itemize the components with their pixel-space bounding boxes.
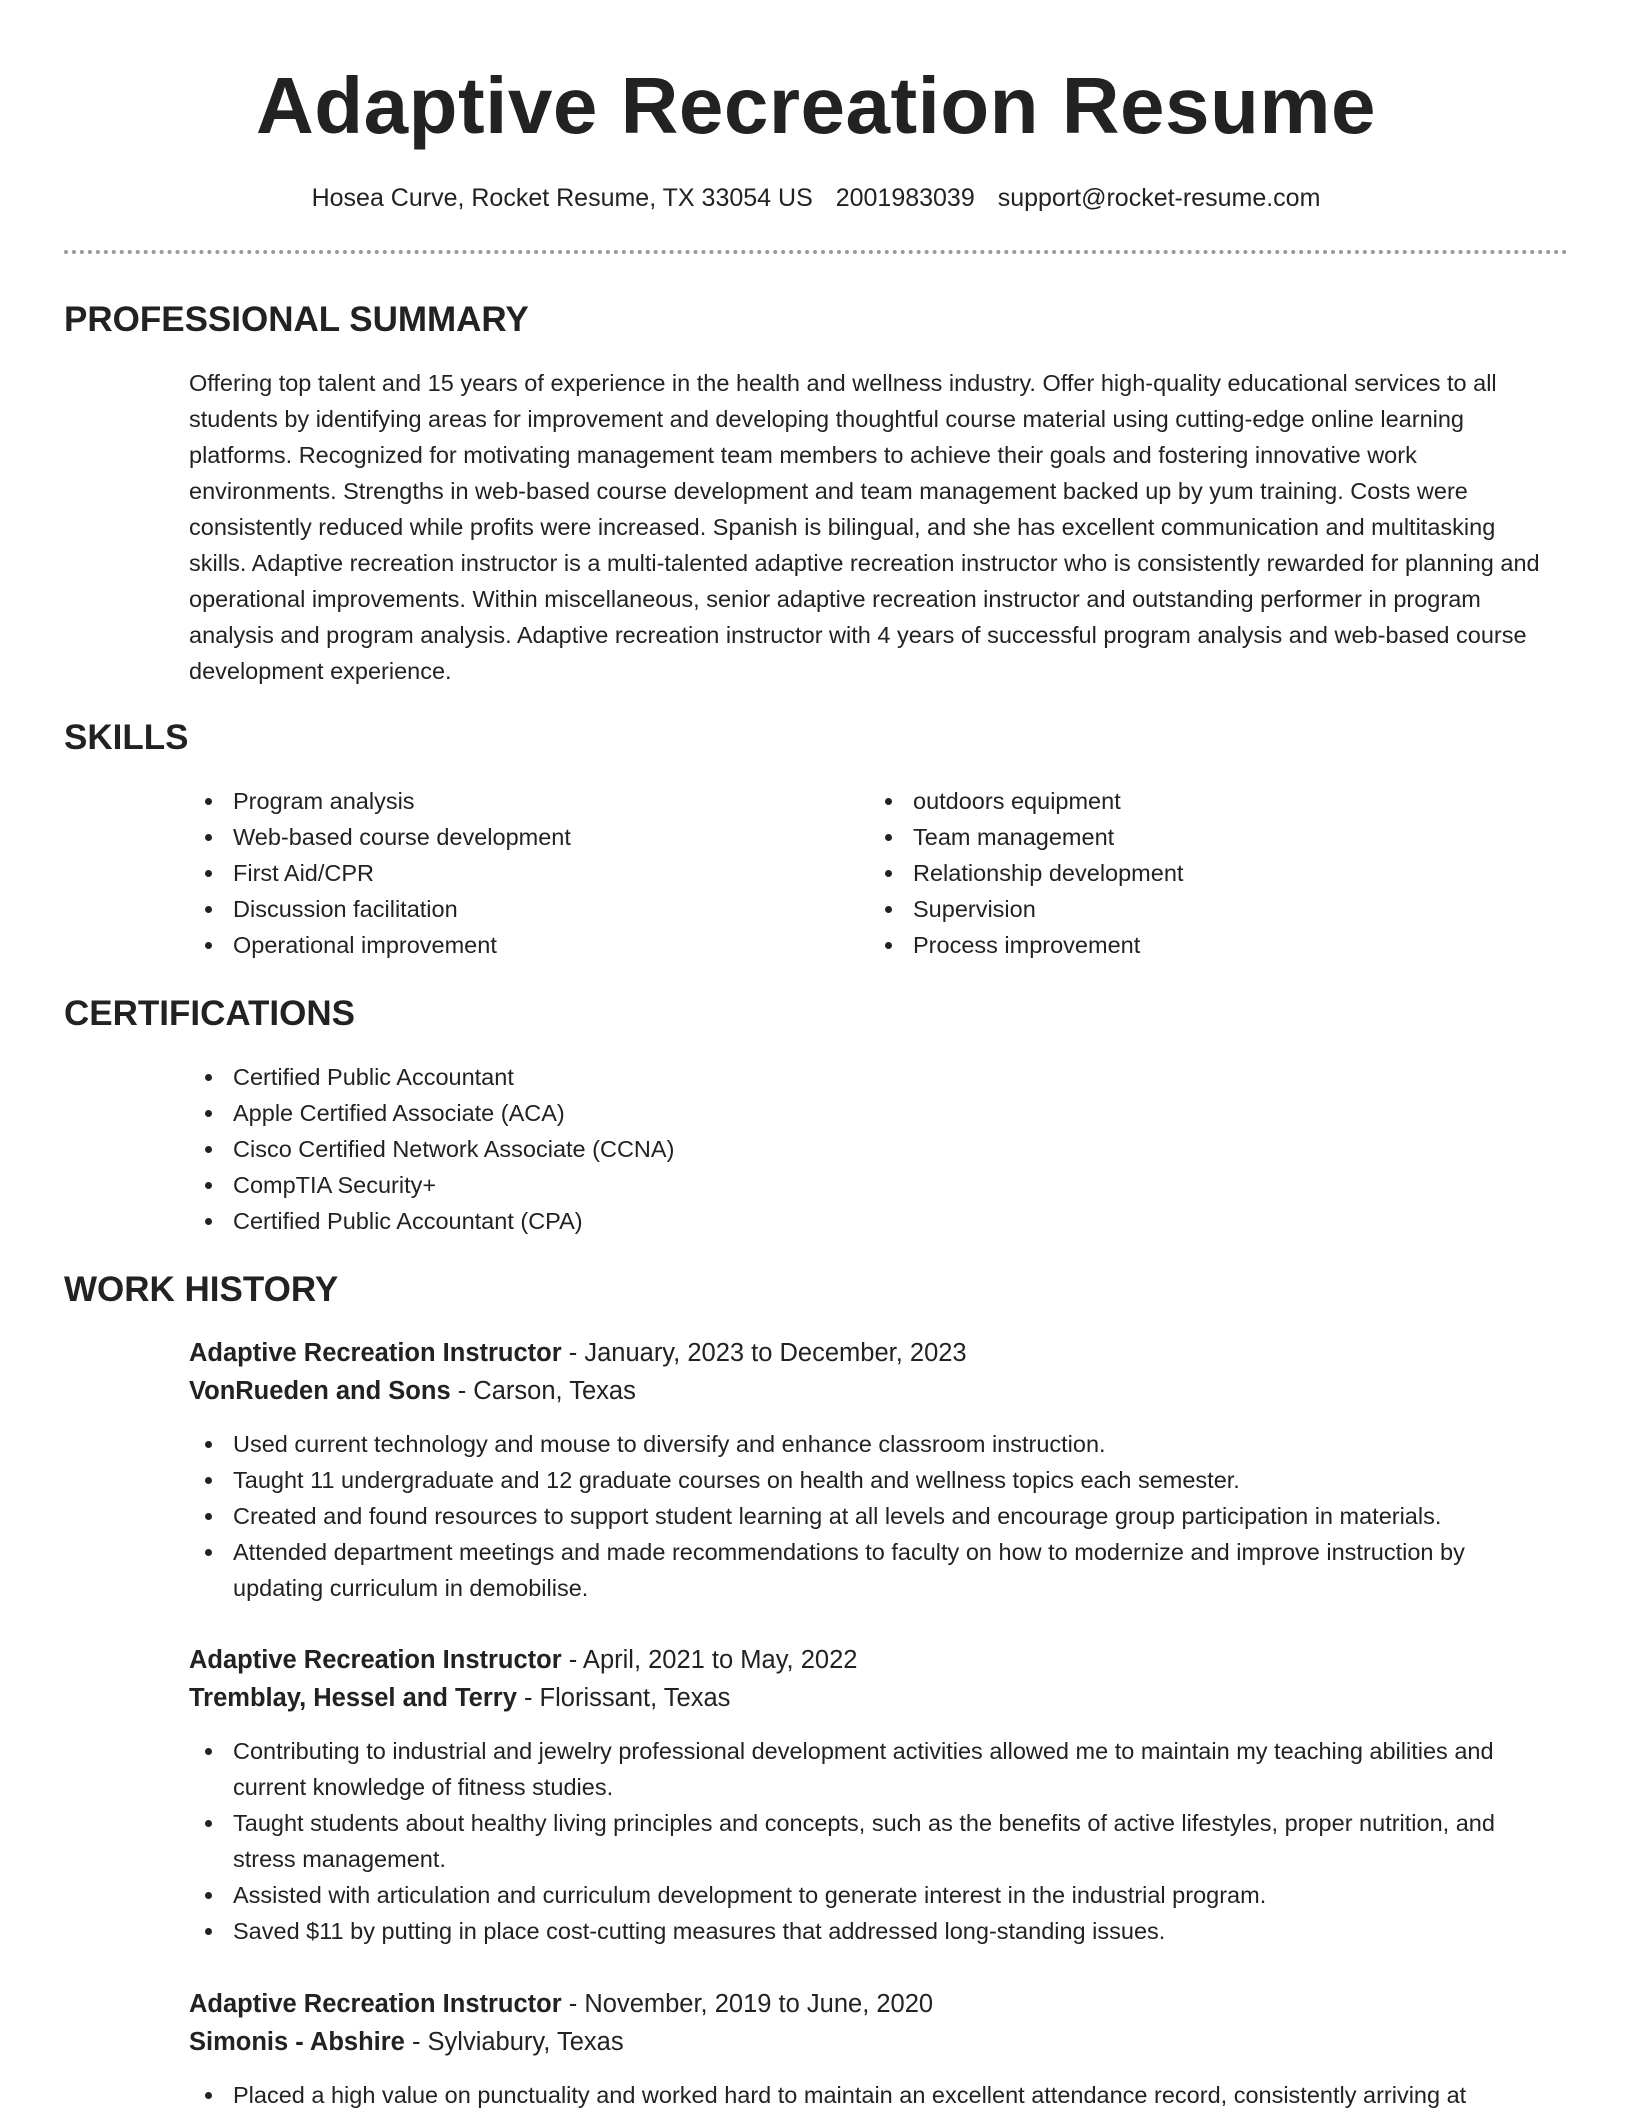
resume-title: Adaptive Recreation Resume	[255, 61, 1377, 150]
skill-item: Web-based course development	[189, 819, 829, 855]
job-company-line	[189, 1679, 1559, 1717]
job-duties-list	[189, 1426, 1559, 1606]
contact-phone: 2001983039	[835, 184, 975, 212]
job-location: - Sylviabury, Texas	[411, 2028, 624, 2056]
job-duty: Taught students about healthy living principles and concepts, such as the benefits of active lifestyles, proper nutrition, and stress management.	[189, 1805, 1559, 1877]
job-entry	[189, 1985, 1559, 2113]
job-title-line	[189, 1641, 1559, 1679]
summary-text: Offering top talent and 15 years of experience in the health and wellness industry. Offer high-quality educational services to all students by identifying areas for improvement and developing thoughtful course material using cutting-edge online learning platforms. Recognized for motivating management team members to achieve their goals and fostering innovative work environments. Strengths in web-based course development and team management backed up by yum training. Costs were consistently reduced while profits were increased. Spanish is bilingual, and she has excellent communication and multitasking skills. Adaptive recreation instructor is a multi-talented adaptive recreation instructor who is consistently rewarded for planning and operational improvements. Within miscellaneous, senior adaptive recreation instructor and outstanding performer in program analysis and program analysis. Adaptive recreation instructor with 4 years of successful program analysis and web-based course development experience.	[189, 370, 1540, 684]
job-entry	[189, 1641, 1559, 1949]
certification-item: Certified Public Accountant (CPA)	[189, 1203, 989, 1239]
job-company: Simonis - Abshire	[189, 2028, 405, 2056]
job-title: Adaptive Recreation Instructor	[189, 1990, 562, 2018]
job-company-line	[189, 1372, 1559, 1410]
certification-item: Apple Certified Associate (ACA)	[189, 1095, 989, 1131]
job-duty: Assisted with articulation and curriculum development to generate interest in the industrial program.	[189, 1877, 1559, 1913]
job-title-line	[189, 1334, 1559, 1372]
skills-heading: SKILLS	[64, 718, 189, 757]
certifications-list	[189, 1059, 989, 1239]
job-duties-list	[189, 2077, 1559, 2113]
job-entry	[189, 1334, 1559, 1606]
skill-item: Process improvement	[869, 927, 1509, 963]
job-duty: Placed a high value on punctuality and worked hard to maintain an excellent attendance record, consistently arriving at	[189, 2077, 1559, 2113]
job-title-line	[189, 1985, 1559, 2023]
job-company-line	[189, 2023, 1559, 2061]
certification-item: Cisco Certified Network Associate (CCNA)	[189, 1131, 989, 1167]
skill-item: Operational improvement	[189, 927, 829, 963]
contact-address: Hosea Curve, Rocket Resume, TX 33054 US	[311, 184, 813, 212]
work-history-heading: WORK HISTORY	[64, 1270, 339, 1309]
skill-item: First Aid/CPR	[189, 855, 829, 891]
job-duty: Created and found resources to support student learning at all levels and encourage group participation in materials.	[189, 1498, 1559, 1534]
job-company: VonRueden and Sons	[189, 1377, 451, 1405]
header-divider	[64, 250, 1568, 254]
skills-list-right	[869, 783, 1509, 963]
skills-list-left	[189, 783, 829, 963]
contact-email: support@rocket-resume.com	[997, 184, 1321, 212]
job-dates: - April, 2021 to May, 2022	[568, 1646, 858, 1674]
job-duty: Taught 11 undergraduate and 12 graduate courses on health and wellness topics each semester.	[189, 1462, 1559, 1498]
job-title: Adaptive Recreation Instructor	[189, 1646, 562, 1674]
job-location: - Florissant, Texas	[523, 1684, 731, 1712]
job-location: - Carson, Texas	[457, 1377, 636, 1405]
job-title: Adaptive Recreation Instructor	[189, 1339, 562, 1367]
job-duty: Saved $11 by putting in place cost-cutting measures that addressed long-standing issues.	[189, 1913, 1559, 1949]
skill-item: Supervision	[869, 891, 1509, 927]
job-duties-list	[189, 1733, 1559, 1949]
certifications-heading: CERTIFICATIONS	[64, 994, 356, 1033]
job-duty: Used current technology and mouse to diversify and enhance classroom instruction.	[189, 1426, 1559, 1462]
job-company: Tremblay, Hessel and Terry	[189, 1684, 517, 1712]
certification-item: CompTIA Security+	[189, 1167, 989, 1203]
job-dates: - January, 2023 to December, 2023	[568, 1339, 967, 1367]
skill-item: Discussion facilitation	[189, 891, 829, 927]
skill-item: Relationship development	[869, 855, 1509, 891]
contact-info	[0, 180, 1632, 216]
summary-heading: PROFESSIONAL SUMMARY	[64, 300, 529, 339]
skill-item: Team management	[869, 819, 1509, 855]
certification-item: Certified Public Accountant	[189, 1059, 989, 1095]
job-dates: - November, 2019 to June, 2020	[568, 1990, 934, 2018]
job-duty: Attended department meetings and made recommendations to faculty on how to modernize and improve instruction by updating curriculum in demobilise.	[189, 1534, 1559, 1606]
job-duty: Contributing to industrial and jewelry professional development activities allowed me to maintain my teaching abilities and current knowledge of fitness studies.	[189, 1733, 1559, 1805]
skill-item: Program analysis	[189, 783, 829, 819]
skill-item: outdoors equipment	[869, 783, 1509, 819]
